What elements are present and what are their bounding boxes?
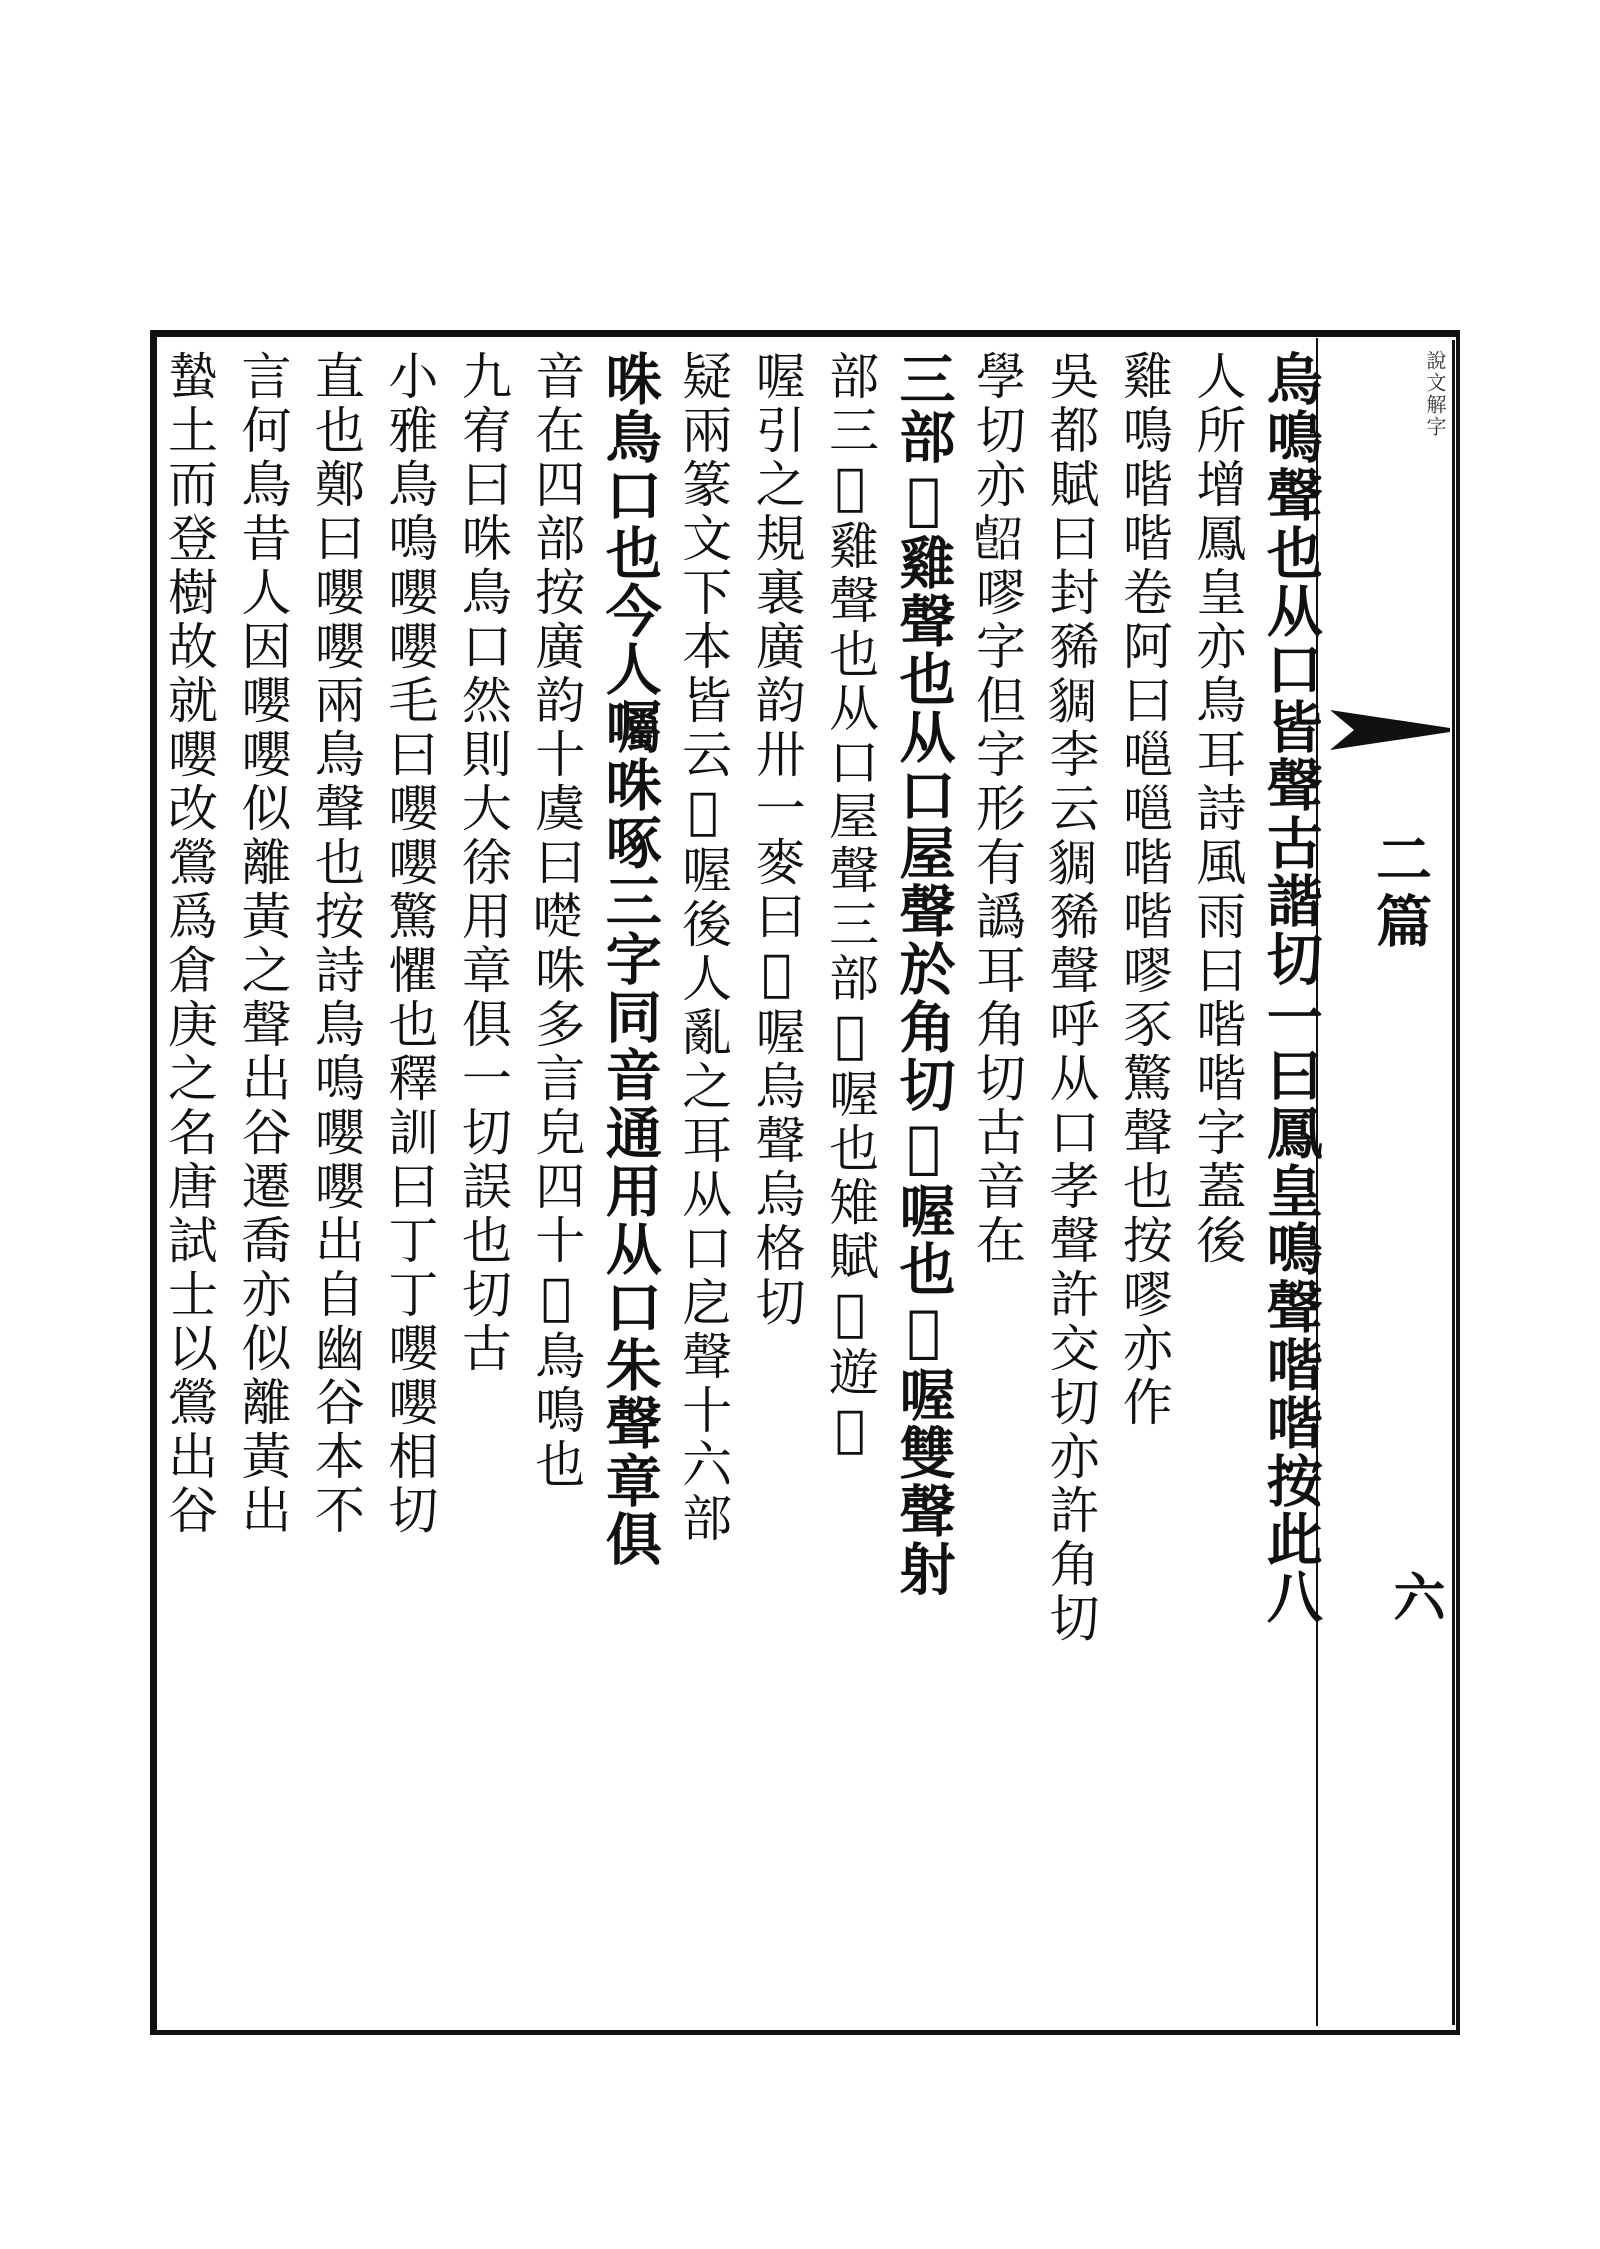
text-column: 咮鳥口也今人囑咮啄三字同音通用从口朱聲章俱 bbox=[596, 350, 663, 1568]
text-column: 蟄土而登樹故就嚶改鶯爲倉庚之名唐試士以鶯出谷 bbox=[160, 350, 218, 1538]
text-column: 疑兩篆文下本皆云𡀀喔後人亂之耳从口戹聲十六部 bbox=[674, 350, 733, 1546]
text-column: 九宥曰咮鳥口然則大徐用章俱一切誤也切古 bbox=[453, 350, 512, 1376]
text-column: 學切亦𠸿嘐字但字形有譌耳角切古音在 bbox=[967, 350, 1026, 1268]
text-column: 直也鄭曰嚶嚶兩鳥聲也按詩鳥鳴嚶嚶出自幽谷本不 bbox=[306, 350, 365, 1538]
text-columns bbox=[160, 350, 1324, 2010]
margin-top-mark: 說文解字 bbox=[1423, 350, 1447, 438]
page-number: 六 bbox=[1384, 1570, 1445, 1622]
text-column: 人所增鳳皇亦鳥耳詩風雨曰喈喈字蓋後 bbox=[1188, 350, 1247, 1268]
text-column: 三部𠰸雞聲也从口屋聲於角切𠰸喔也𡀀喔雙聲射 bbox=[890, 350, 957, 1598]
text-column: 雞鳴喈喈卷阿曰嗈嗈喈喈嘐豕驚聲也按嘐亦作 bbox=[1114, 350, 1173, 1430]
text-column: 音在四部按廣韵十虞曰𠿝咮多言皃四十𡁱鳥鳴也 bbox=[527, 350, 586, 1492]
text-column: 小雅鳥鳴嚶嚶毛曰嚶嚶驚懼也釋訓曰丁丁嚶嚶相切 bbox=[380, 350, 439, 1538]
section-title: 二篇 bbox=[1367, 830, 1433, 954]
text-column: 喔引之規裏廣韵卅一麥曰𡀀喔烏聲烏格切 bbox=[747, 350, 806, 1330]
text-column: 吳都賦曰封豨𧳜李云𧳜豨聲呼从口孝聲許交切亦許角切 bbox=[1041, 350, 1100, 1646]
text-column: 部三𠰸雞聲也从口屋聲三部𠰸喔也雉賦𠰸遊𡀀 bbox=[821, 350, 880, 1462]
text-column: 言何鳥昔人因嚶嚶似離黃之聲出谷遷喬亦似離黃出 bbox=[233, 350, 292, 1538]
text-column: 烏鳴聲也从口皆聲古諧切一曰鳳皇鳴聲喈喈按此八 bbox=[1257, 350, 1324, 1626]
